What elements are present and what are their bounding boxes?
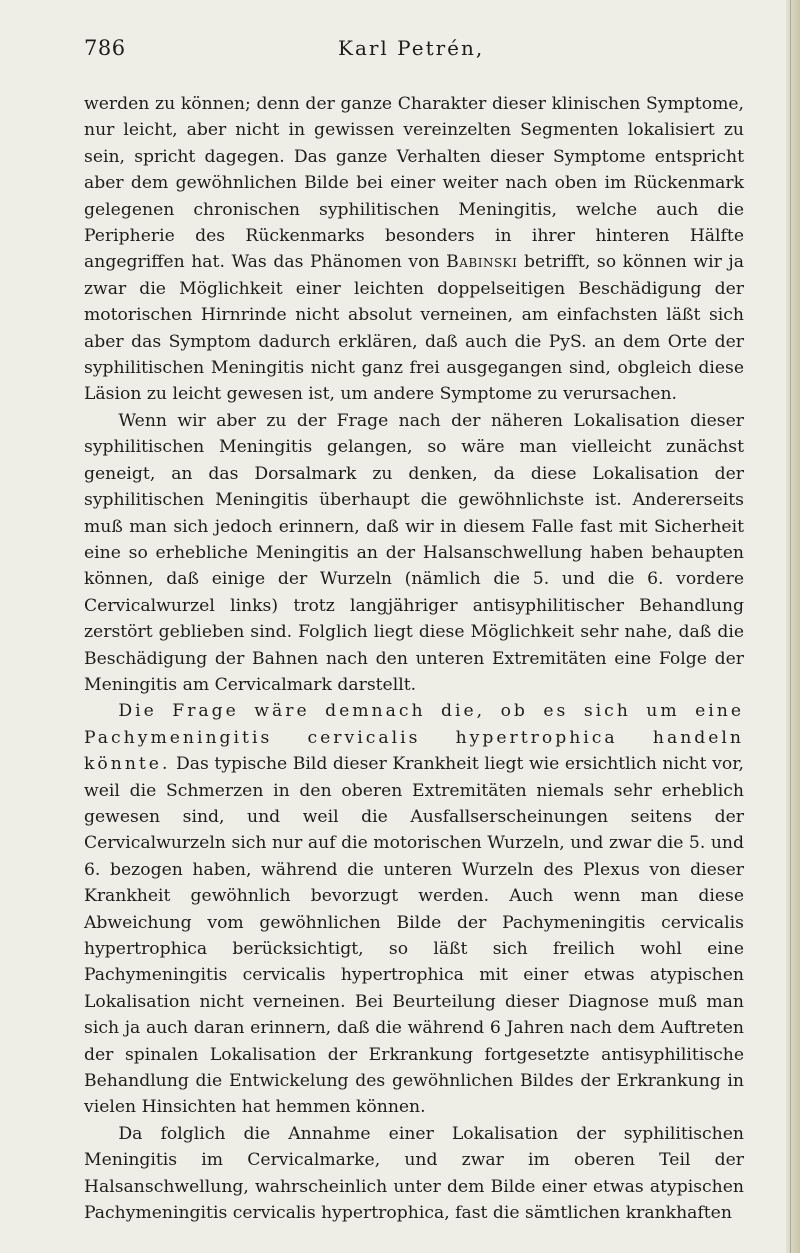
paragraph-2: Wenn wir aber zu der Frage nach der näheren Lokalisation dieser syphilitischen Meningitis gelangen, so wäre man vielleicht zunächst geneigt, an das Dorsalmark zu denken, da diese Lokalisation der syphilitischen Meningitis überhaupt die gewöhnlichste ist. Andererseits muß man sich jedoch erinnern, daß wir in diesem Falle fast mit Sicherheit eine so erhebliche Meningitis an der Halsanschwellung haben behaupten können, daß einige der Wurzeln (nämlich die 5. und die 6. vordere Cervicalwurzel links) trotz langjähriger antisyphilitischer Behandlung zerstört geblieben sind. Folglich liegt diese Möglichkeit sehr nahe, daß die Beschädigung der Bahnen nach den unteren Extremitäten eine Folge der Meningitis am Cervicalmark darstellt. <box>84 410 744 695</box>
body-text <box>84 91 744 1226</box>
page-header <box>84 36 744 66</box>
paragraph-1-text: werden zu können; denn der ganze Charakter dieser klinischen Symptome, nur leicht, aber nicht in gewissen vereinzelten Segmenten lokalisiert zu sein, spricht dagegen. Das ganze Verhalten dieser Symptome entspricht aber dem gewöhnlichen Bilde bei einer weiter nach oben im Rückenmark gelegenen chronischen syphilitischen Meningitis, welche auch die Peripherie des Rückenmarks besonders in ihrer hinteren Hälfte angegriffen hat. Was das Phänomen von <box>84 94 744 273</box>
paragraph-3-text: Das typische Bild dieser Krankheit liegt wie ersichtlich nicht vor, weil die Schmerzen in den oberen Extremitäten niemals sehr erheblich gewesen sind, und weil die Ausfallserscheinungen seitens der Cervicalwurzeln sich nur auf die motorischen Wurzeln, und zwar die 5. und 6. bezogen haben, während die unteren Wurzeln des Plexus von dieser Krankheit gewöhnlich bevorzugt werden. Auch wenn man diese Abweichung vom gewöhnlichen Bilde der Pachymeningitis cervicalis hypertrophica berücksichtigt, so läßt sich freilich wohl eine Pachymeningitis cervicalis hypertrophica mit einer etwas atypischen Lokalisation nicht verneinen. Bei Beurteilung dieser Diagnose muß man sich ja auch daran erinnern, daß die während 6 Jahren nach dem Auftreten der spinalen Lokalisation der Erkrankung fortgesetzte antisyphilitische Behandlung die Entwickelung des gewöhnlichen Bildes der Erkrankung in vielen Hinsichten hat hemmen können. <box>84 754 744 1118</box>
running-head: Karl Petrén, <box>338 36 485 60</box>
paragraph-3 <box>84 698 744 1121</box>
page-number: 786 <box>84 36 126 60</box>
paragraph-4: Da folglich die Annahme einer Lokalisation der syphilitischen Meningitis im Cervicalmarke, und zwar im oberen Teil der Halsanschwellung, wahrscheinlich unter dem Bilde einer etwas atypischen Pachymeningitis cervicalis hypertrophica, fast die sämtlichen krankhaften <box>84 1123 744 1224</box>
paragraph-1-text-after: betrifft, so können wir ja zwar die Möglichkeit einer leichten doppelseitigen Beschädigung der motorischen Hirnrinde nicht absolut verneinen, am einfachsten läßt sich aber das Symptom dadurch erklären, daß auch die PyS. an dem Orte der syphilitischen Meningitis nicht ganz frei ausgegangen sind, obgleich diese Läsion zu leicht gewesen ist, um andere Symptome zu verursachen. <box>84 252 744 405</box>
author-name-babinski: Babinski <box>446 252 518 273</box>
paragraph-1 <box>84 91 744 408</box>
spaced-emphasis: Die Frage wäre demnach die, ob es sich um eine Pachymeningitis cervicalis hypertrophica handeln könnte. <box>84 701 744 775</box>
page-edge <box>786 0 800 1253</box>
